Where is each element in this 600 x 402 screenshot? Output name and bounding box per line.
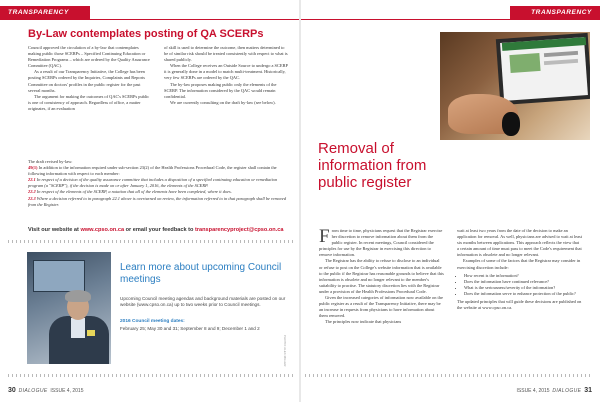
page-number: 31 <box>584 387 592 394</box>
section-header: TRANSPARENCY <box>510 6 600 19</box>
visit-middle: or email your feedback to <box>125 227 194 233</box>
paragraph: Council approved the circulation of a by-law that contemplates making public those SCERPs – Specified Continuing Education or Remediation Programs – which are ordered by the Quality Assurance Committee (QAC). <box>28 45 150 69</box>
paragraph: We are currently consulting on the draft by-law (see below). <box>170 99 276 105</box>
paragraph: As a result of our Transparency Initiative, the College has been posting SCERPs ordered by the Inquiries, Complaints and Reports Committee on doctors' profiles in the public register for the past several months. <box>28 69 145 93</box>
email-link[interactable]: transparencyproject@cpso.on.ca <box>194 227 284 233</box>
article-title: By-Law contemplates posting of QA SCERPs <box>28 28 264 40</box>
photo-webpage-image <box>509 53 540 73</box>
visit-line <box>28 227 290 233</box>
clause-text: Where a decision referred to in paragraph 22.1 above is overturned on review, the information referred to in that paragraph shall be removed from the Register. <box>28 195 287 207</box>
photo-credit: PHOTO: ALEX MILLER <box>283 335 287 367</box>
sidebar-title: Learn more about upcoming Council meetings <box>120 262 282 285</box>
website-link[interactable]: www.cpso.on.ca <box>80 227 125 233</box>
visit-prefix: Visit our website at <box>28 227 79 233</box>
clause-number: 22.3 <box>28 195 36 201</box>
tick-divider <box>8 240 296 243</box>
clause-number: 22.2 <box>28 189 36 195</box>
council-meeting-photo <box>27 252 111 364</box>
article-column-1 <box>28 45 152 112</box>
photo-screen <box>33 260 85 292</box>
paragraph: Given the increased categories of information now available on the public register as a result of the Transparency Initiative, there may be an increase in requests from physicians to have information about them removed. <box>319 295 443 319</box>
draft-clause <box>28 177 290 189</box>
article-column-2 <box>164 45 288 106</box>
photo-mouse <box>502 112 520 136</box>
issue-label: ISSUE 4, 2015 <box>50 388 84 394</box>
factor-list <box>457 273 582 297</box>
clause-number: 22.1 <box>28 177 36 183</box>
clause-text: In respect of a decision of the quality assurance committee that includes a disposition of a specified continuing education or remediation program (a "SCERP"), if the decision is made on or after January 1, 2016, the elements of the SCERP. <box>28 177 278 189</box>
paragraph: The argument for making the outcomes of QAC's SCERPs public is one of consistency of approach. Regardless of office, a matter originates, if an evaluation <box>28 93 150 111</box>
paragraph: When the College receives an Outside Source to undergo a SCERP it is generally done in a model to match multi-treatment. Historically, very few SCERPs are ordered by the QAC. <box>164 63 288 81</box>
article-title: Removal of information from public register <box>318 140 427 191</box>
right-page <box>301 0 600 402</box>
section-header: TRANSPARENCY <box>0 6 90 19</box>
paragraph: From time to time, physicians request that the Registrar exercise her discretion to remove information about them from the public register. In recent meetings, Council considered the principles for use by the Registrar in exercising this direction to remove information. <box>319 226 443 258</box>
magazine-name: DIALOGUE <box>18 388 48 394</box>
photo-badge <box>87 330 95 336</box>
article-column-2 <box>457 228 582 311</box>
website-photo <box>440 32 590 140</box>
tick-divider <box>305 374 593 377</box>
draft-clause <box>28 165 290 177</box>
clause-number: 49(1) <box>28 165 38 171</box>
paragraph: The principles now indicate that physicians <box>325 319 402 325</box>
draft-clause <box>28 196 290 208</box>
header-rule <box>0 19 299 20</box>
header-rule <box>301 19 600 20</box>
issue-label: ISSUE 4, 2015 <box>516 388 550 394</box>
paragraph: The by-law proposes making public only the elements of the SCERP. The information considered by the QAC would remain confidential. <box>164 81 277 99</box>
dates-heading: 2016 Council meeting dates: <box>120 319 185 324</box>
list-item: • What is the seriousness/severity of the information? <box>464 285 582 291</box>
page-number: 30 <box>8 387 16 394</box>
left-page <box>0 0 299 402</box>
clause-text: In addition to the information required under sub-section 23(2) of the Health Professions Procedural Code, the register shall contain the following information with respect to each member: <box>28 165 277 177</box>
list-item: • Does the information serve to enhance protection of the public? <box>464 291 582 297</box>
page-footer <box>8 387 83 394</box>
meeting-dates: February 25; May 30 and 31; September 8 and 9; December 1 and 2 <box>120 326 260 331</box>
tick-divider <box>8 374 296 377</box>
page-footer <box>517 387 592 394</box>
list-item: • How recent is the information? <box>464 273 582 279</box>
draft-bylaw <box>28 159 290 208</box>
paragraph: Examples of some of the factors that the Registrar may consider in exercising discretion include: <box>457 258 581 270</box>
list-item: • Does the information have continued relevance? <box>464 279 582 285</box>
draft-intro: The draft revised by-law: <box>28 159 73 164</box>
article-column-1 <box>319 228 444 326</box>
paragraph: The updated principles that will guide these decisions are published on the website at www.cpso.on.ca. <box>457 299 582 311</box>
clause-text: In respect of the elements of the SCERP, a notation that all of the elements have been completed, where it does. <box>36 189 232 195</box>
paragraph: wait at least two years from the date of the decision to make an application for removal. As well, physicians are advised to wait at least six months between applications. This approach reflects the view that a certain amount of time must pass to meet the Code's requirement that information is obsolete and no longer relevant. <box>457 228 582 258</box>
magazine-name: DIALOGUE <box>552 388 582 394</box>
paragraph: The Registrar has the ability to refuse to disclose to an individual or refuse to post on the College's website information that is available to the public if the Registrar has reasonable grounds to believe that this information is obsolete and no longer relevant to the member's suitability to practise. The statutory discretion lies with the Registrar under a provision of the Health Professions Procedural Code. <box>319 258 444 294</box>
photo-hair <box>65 290 91 302</box>
photo-shirt <box>71 318 85 338</box>
paragraph: of skill is used to determine the outcome, then matters determined to be of similar risk should be treated consistently with respect to what is shared publicly. <box>164 45 288 63</box>
sidebar-body: Upcoming Council meeting agendas and background materials are posted on our website (www.cpso.on.ca) up to two weeks prior to Council meetings. <box>120 296 286 308</box>
